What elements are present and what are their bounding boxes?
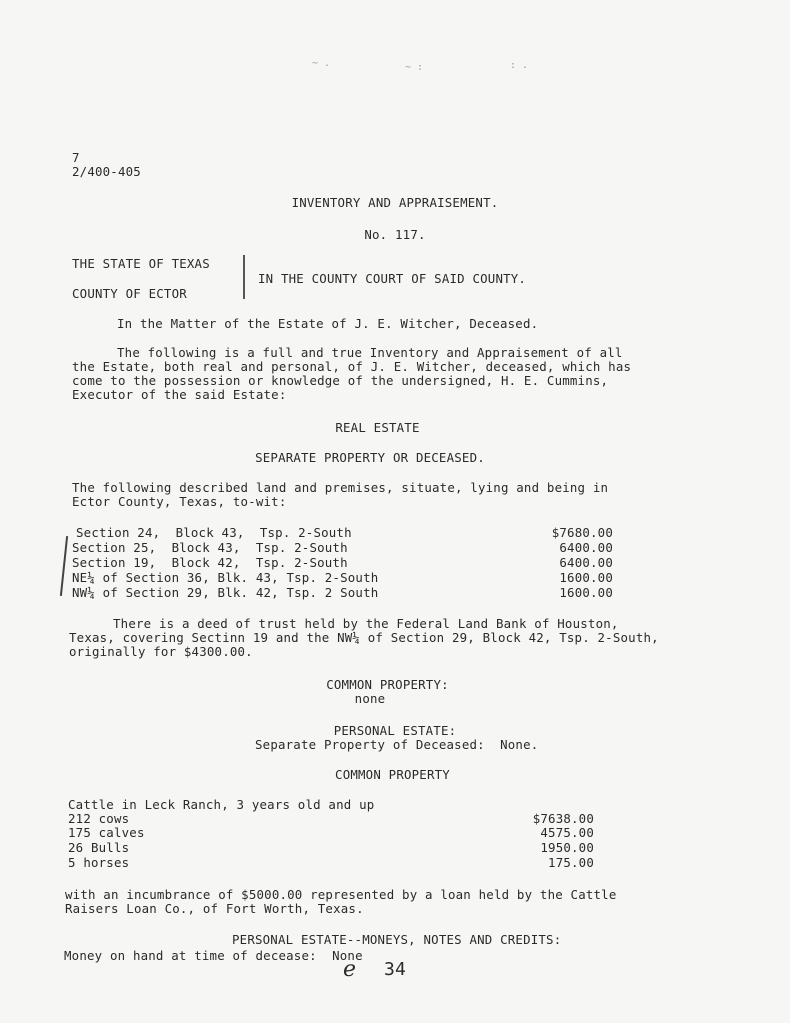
land-row: Section 25, Block 43, Tsp. 2-South [72, 540, 348, 555]
handwritten-page-mark: e [343, 957, 357, 982]
common-property-value: none [354, 691, 386, 706]
ink-smudge: ~ : [405, 62, 424, 73]
separate-property-line: Separate Property of Deceased: None. [255, 737, 539, 752]
page-number: 34 [384, 959, 407, 980]
trust-line-3: originally for $4300.00. [69, 644, 253, 659]
common-property-heading: COMMON PROPERTY: [326, 677, 449, 692]
land-row: Section 24, Block 43, Tsp. 2-South [76, 525, 352, 540]
document-title: INVENTORY AND APPRAISEMENT. [291, 195, 499, 210]
ink-smudge: ~ . [312, 58, 331, 69]
moneys-heading: PERSONAL ESTATE--MONEYS, NOTES AND CREDITS: [232, 932, 562, 947]
cattle-value: $7638.00 [532, 811, 594, 826]
trust-line-2: Texas, covering Sectinn 19 and the NW¼ of Section 29, Block 42, Tsp. 2-South, [69, 630, 659, 645]
cattle-row: 212 cows [68, 811, 130, 826]
trust-line-1: There is a deed of trust held by the Federal Land Bank of Houston, [113, 616, 619, 631]
intro-line-2: the Estate, both real and personal, of J. E. Witcher, deceased, which has [72, 359, 632, 374]
land-value: $7680.00 [551, 525, 613, 540]
state-line: THE STATE OF TEXAS [72, 256, 210, 271]
file-number: 7 [72, 150, 80, 165]
court-line: IN THE COUNTY COURT OF SAID COUNTY. [258, 271, 527, 286]
real-estate-heading: REAL ESTATE [335, 420, 420, 435]
cattle-heading: Cattle in Leck Ranch, 3 years old and up [68, 797, 375, 812]
land-value: 1600.00 [559, 585, 613, 600]
land-row: Section 19, Block 42, Tsp. 2-South [72, 555, 348, 570]
common-property-heading-2: COMMON PROPERTY [335, 767, 450, 782]
land-intro-2: Ector County, Texas, to-wit: [72, 494, 287, 509]
cattle-row: 175 calves [68, 825, 145, 840]
land-row: NW¼ of Section 29, Blk. 42, Tsp. 2 South [72, 585, 379, 600]
ink-smudge: : . [510, 60, 529, 71]
personal-estate-heading: PERSONAL ESTATE: [333, 723, 457, 738]
encumbrance-line-2: Raisers Loan Co., of Fort Worth, Texas. [65, 901, 364, 916]
cattle-value: 175.00 [548, 855, 594, 870]
land-value: 6400.00 [559, 555, 613, 570]
cattle-value: 1950.00 [540, 840, 594, 855]
cattle-value: 4575.00 [540, 825, 594, 840]
county-line: COUNTY OF ECTOR [72, 286, 187, 301]
separate-property-heading: SEPARATE PROPERTY OR DECEASED. [255, 450, 485, 465]
margin-pen-mark [60, 536, 68, 596]
intro-line-4: Executor of the said Estate: [72, 387, 287, 402]
matter-line: In the Matter of the Estate of J. E. Witcher, Deceased. [117, 316, 539, 331]
document-number: No. 117. [364, 227, 426, 242]
file-reference: 2/400-405 [72, 164, 141, 179]
land-value: 6400.00 [559, 540, 613, 555]
encumbrance-line-1: with an incumbrance of $5000.00 represented by a loan held by the Cattle [65, 887, 617, 902]
land-row: NE¼ of Section 36, Blk. 43, Tsp. 2-South [72, 570, 379, 585]
cattle-row: 5 horses [68, 855, 130, 870]
land-value: 1600.00 [559, 570, 613, 585]
land-intro-1: The following described land and premises, situate, lying and being in [72, 480, 609, 495]
cattle-row: 26 Bulls [68, 840, 130, 855]
caption-bracket [243, 255, 245, 299]
intro-line-1: The following is a full and true Inventory and Appraisement of all [117, 345, 623, 360]
money-on-hand-line: Money on hand at time of decease: None [64, 948, 363, 963]
intro-line-3: come to the possession or knowledge of the undersigned, H. E. Cummins, [72, 373, 609, 388]
